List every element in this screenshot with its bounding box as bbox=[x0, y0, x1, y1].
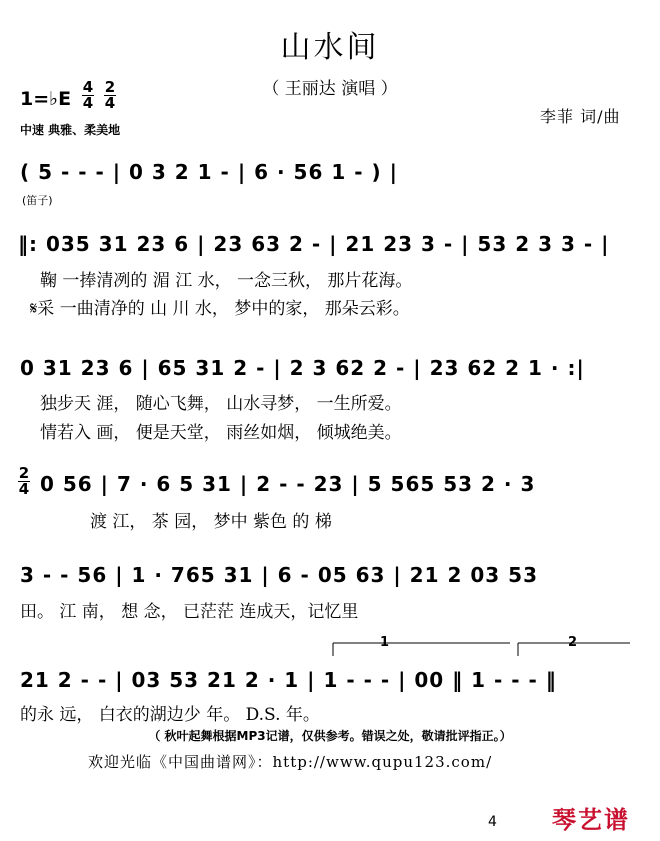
page-number: 4 bbox=[488, 814, 497, 830]
song-subtitle: （ 王丽达 演唱 ） bbox=[262, 79, 398, 99]
time-signature-4-4: 4 4 bbox=[82, 78, 94, 112]
time-signature-2-4: 2 4 bbox=[104, 78, 116, 112]
score-line-4-lyrics: 渡 江， 茶 园， 梦中 紫色 的 梯 bbox=[90, 512, 332, 532]
score-line-1-annotation: (笛子) bbox=[22, 194, 53, 207]
score-line-3-lyrics-2: 情若入 画， 便是天堂， 雨丝如烟， 倾城绝美。 bbox=[40, 423, 402, 443]
score-line-5-lyrics: 田。 江 南， 想 念， 已茫茫 连成天，记忆里 bbox=[20, 602, 359, 622]
site-logo: 琴艺谱 bbox=[552, 806, 630, 834]
score-line-4-notes: 0 56 | 7 · 6 5 31 | 2 - - 23 | 5 565 53 2 · 3 bbox=[40, 472, 536, 496]
website-welcome: 欢迎光临《中国曲谱网》：http://www.qupu123.com/ bbox=[88, 753, 493, 771]
volta-2-label: 2 bbox=[568, 635, 578, 650]
score-line-3-lyrics-1: 独步天 涯， 随心飞舞， 山水寻梦， 一生所爱。 bbox=[40, 394, 402, 414]
score-line-2-lyrics-1: 鞠 一捧清冽的 湄 江 水， 一念三秋， 那片花海。 bbox=[40, 271, 413, 291]
score-line-6-notes: 21 2 - - | 03 53 21 2 · 1 | 1 - - - | 00 ‖ 1 - - - ‖ bbox=[20, 668, 557, 692]
score-line-2-notes: ‖: 035 31 23 6 | 23 63 2 - | 21 23 3 - | 53 2 3 3 - | bbox=[18, 232, 610, 256]
volta-1-label: 1 bbox=[380, 635, 390, 650]
key-signature: 1=♭E bbox=[20, 88, 72, 110]
score-line-3-notes: 0 31 23 6 | 65 31 2 - | 2 3 62 2 - | 23 62 2 1 · :| bbox=[20, 356, 585, 380]
score-line-2-lyrics-2: 𝄋采 一曲清净的 山 川 水， 梦中的家， 那朵云彩。 bbox=[30, 299, 410, 319]
time-signature-2-4-inline: 2 4 bbox=[18, 464, 30, 498]
transcription-note: （ 秋叶起舞根据MP3记谱，仅供参考。错误之处，敬请批评指正。） bbox=[148, 729, 512, 743]
composer-credit: 李菲 词/曲 bbox=[540, 107, 621, 126]
score-line-6-lyrics: 的永 远， 白衣的湖边少 年。 D.S. 年。 bbox=[20, 705, 320, 725]
score-line-5-notes: 3 - - 56 | 1 · 765 31 | 6 - 05 63 | 21 2 03 53 bbox=[20, 563, 538, 587]
song-title: 山水间 bbox=[280, 30, 380, 65]
score-line-1-notes: ( 5 - - - | 0 3 2 1 - | 6 · 56 1 - ) | bbox=[20, 160, 398, 184]
tempo-marking: 中速 典雅、柔美地 bbox=[20, 123, 121, 137]
